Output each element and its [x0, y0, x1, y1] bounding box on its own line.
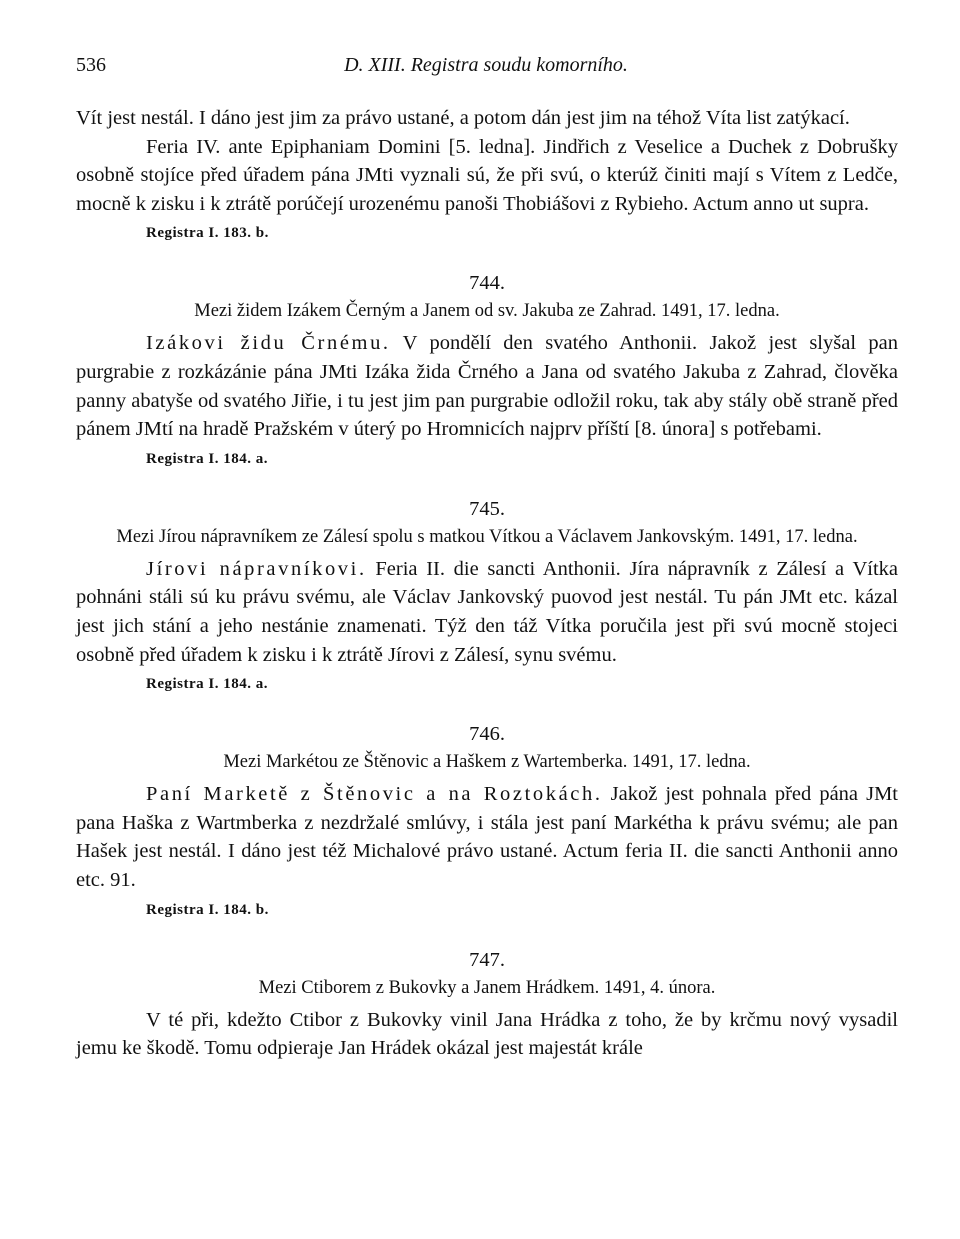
entry-body: V pondělí den svatého Anthonii. Jakož jest slyšal pan purgrabie z rozkázánie pána JMti Izáka žida Črného a Jana od svatého Jakuba z Zahrad, člověka panny abatyše od svatého Jiřie, i tu jest jim pan purgrabie odložil roku, tak aby stály obě straně před pánem JMtí na hradě Pražském v úterý po Hromnicích najprv příští [8. února] s potřebami.: [76, 332, 898, 441]
page-number: 536: [76, 54, 106, 76]
entry-text: [76, 555, 898, 669]
entry-text: V té při, kdežto Ctibor z Bukovky vinil Jana Hrádka z toho, že by krčmu nový vysadil jemu ke škodě. Tomu odpieraje Jan Hrádek okázal jest majestát krále: [76, 1008, 898, 1060]
intro-paragraph: Vít jest nestál. I dáno jest jim za právo ustané, a potom dán jest jim na téhož Víta list zatýkací.: [76, 107, 850, 129]
entry-number: 746.: [469, 723, 505, 746]
running-title: D. XIII. Registra soudu komorního.: [344, 54, 628, 76]
entry-summary: Mezi Markétou ze Štěnovic a Haškem z Wartemberka. 1491, 17. ledna.: [223, 752, 751, 773]
entry-addressee: Izákovi židu Črnému.: [146, 332, 391, 355]
entry-number: 745.: [469, 497, 505, 520]
entry-744: [76, 268, 898, 469]
entry-text: [76, 329, 898, 443]
entry-summary: Mezi židem Izákem Černým a Janem od sv. Jakuba ze Zahrad. 1491, 17. ledna.: [194, 301, 780, 322]
source-reference: Registra I. 184. a.: [146, 676, 268, 693]
source-reference: Registra I. 184. b.: [146, 901, 269, 918]
entry-746: [76, 719, 898, 920]
entry-summary: Mezi Ctiborem z Bukovky a Janem Hrádkem. 1491, 4. února.: [258, 977, 716, 998]
entry-summary: Mezi Jírou nápravníkem ze Zálesí spolu s matkou Vítkou a Václavem Jankovským. 1491, 17. ledna.: [116, 526, 858, 547]
entry-747: [76, 945, 898, 1063]
entry-body: Feria II. die sancti Anthonii. Jíra nápravník z Zálesí a Vítka pohnáni stáli sú ku právu svému, ale Václav Jankovský puovod jest nestál. Tu pán JMt etc. kázal jest jich stání a jeho nestánie znamenati. Týž den táž Vítka poručila jest při svú mocně stojeci osobně před úřadem k zisku i k ztrátě Jírovi z Zálesí, synu svému.: [76, 557, 898, 666]
page-header: [76, 54, 896, 84]
entry-addressee: Paní Marketě z Štěnovic a na Roztokách.: [146, 783, 603, 806]
entry-text: [76, 780, 898, 894]
entry-745: [76, 494, 898, 695]
source-reference: Registra I. 183. b.: [146, 225, 269, 242]
entry-number: 747.: [469, 948, 505, 971]
source-reference: Registra I. 184. a.: [146, 450, 268, 467]
entry-addressee: Jírovi nápravníkovi.: [146, 557, 367, 580]
page-body: [76, 104, 898, 1063]
entry-body: Jakož jest pohnala před pána JMt pana Haška z Wartmberka z nezdržalé smlúvy, i stála jest paní Markétha k právu svému; ale pan Hašek jest nestál. I dáno jest též Michalové právo ustané. Actum feria II. die sancti Anthonii anno etc. 91.: [76, 783, 898, 891]
entry-number: 744.: [469, 272, 505, 295]
intro-paragraph-2: Feria IV. ante Epiphaniam Domini [5. ledna]. Jindřich z Veselice a Duchek z Dobrušky osobně stojíce před úřadem pána JMti vyznali sú, že při svú, o kterúž činiti mají s Vítem z Ledče, mocně k zisku i k ztrátě porúčejí urozenému panoši Thobiášovi z Rybieho. Actum anno ut supra.: [76, 135, 898, 215]
